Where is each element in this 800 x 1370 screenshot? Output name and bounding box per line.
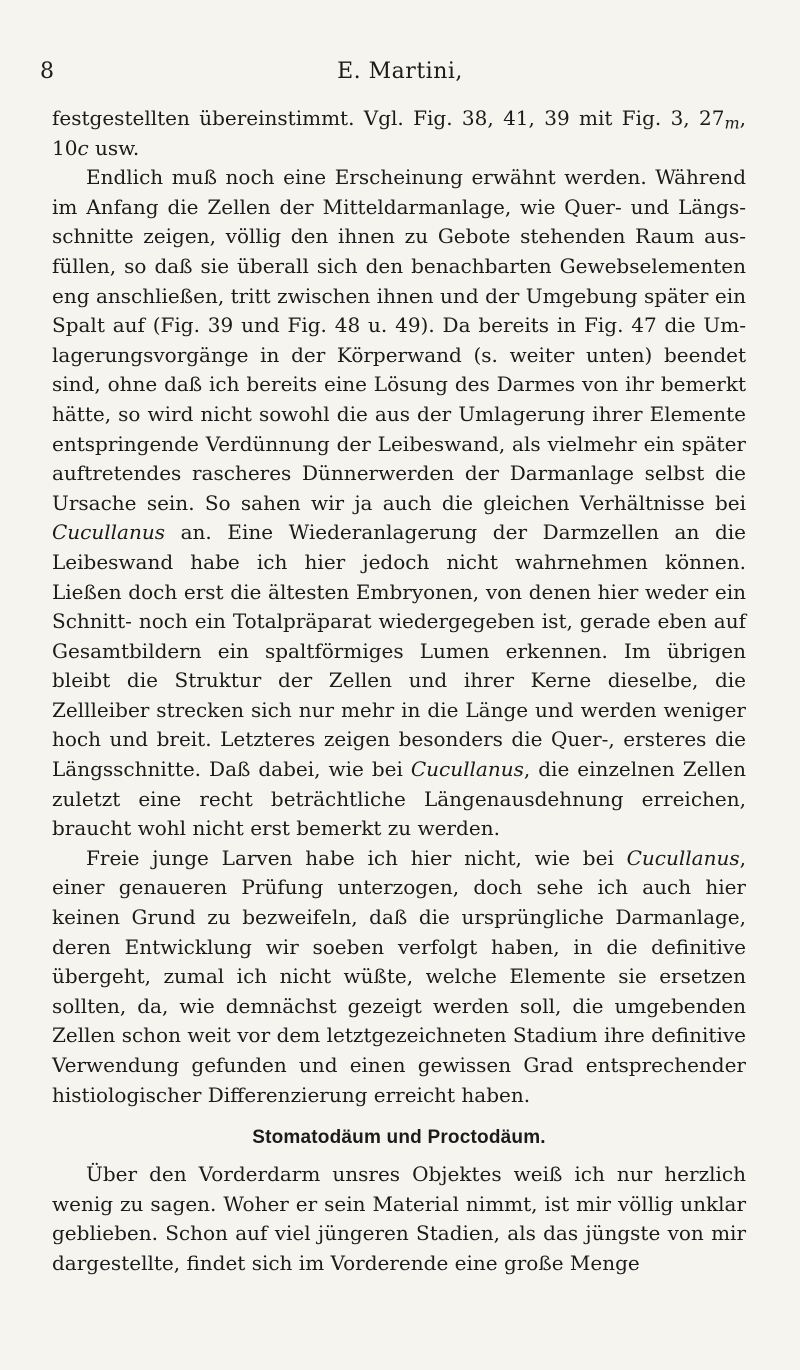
section-heading: Stomatodäum und Proctodäum. <box>252 1127 546 1149</box>
paragraph-2-text-b: an. Eine Wiederanlagerung der Darmzellen an die Leibeswand habe ich hier jedoch nicht wahrnehmen können. Ließen doch erst die ältesten Embryonen, von denen hier weder ein Schnitt- noch ein Totalpräparat wiedergegeben ist, gerade eben auf Gesamtbildern ein spaltförmiges Lumen erkennen. Im übrigen bleibt die Struktur der Zellen und ihrer Kerne dieselbe, die Zellleiber strecken sich nur mehr in die Länge und werden weniger hoch und breit. Letzteres zeigen besonders die Quer-, ersteres die Längsschnitte. Daß dabei, wie bei <box>52 520 746 782</box>
paragraph-2-text-c: , die einzelnen Zellen zuletzt eine recht beträchtliche Längenausdehnung erreichen, braucht wohl nicht erst bemerkt zu werden. <box>52 757 747 841</box>
paragraph-1-text-a: festgestellten übereinstimmt. Vgl. Fig. 38, 41, 39 mit Fig. 3, 27 <box>52 106 725 130</box>
paragraph-continued <box>52 104 746 163</box>
running-head: E. Martini, <box>337 59 463 84</box>
species-name: Cucullanus <box>626 845 740 870</box>
paragraph-1-subscript: m <box>724 113 740 133</box>
paragraph-2-text-a: Endlich muß noch eine Erscheinung erwähnt werden. Während im Anfang die Zellen der Mitteldarmanlage, wie Quer- und Längsschnitte zeigen, völlig den ihnen zu Gebote stehenden Raum ausfüllen, so daß sie überall sich den benachbarten Gewebselementen eng anschließen, tritt zwischen ihnen und der Umgebung später ein Spalt auf (Fig. 39 und Fig. 48 u. 49). Da bereits in Fig. 47 die Umlagerungsvorgänge in der Körperwand (s. weiter unten) beendet sind, ohne daß ich bereits eine Lösung des Darmes von ihr bemerkt hätte, so wird nicht sowohl die aus der Umlagerung ihrer Elemente entspringende Verdünnung der Leibeswand, als vielmehr ein später auftretendes rascheres Dünnerwerden der Darmanlage selbst die Ursache sein. So sahen wir ja auch die gleichen Verhältnisse bei <box>52 165 746 515</box>
species-name: Cucullanus <box>52 520 166 545</box>
paragraph-1-text-b: , 10 <box>52 106 746 160</box>
paragraph-1-text-c: usw. <box>88 135 140 160</box>
page-header <box>40 58 760 86</box>
paragraph-free-larvae <box>52 844 746 1110</box>
page-number: 8 <box>40 59 54 84</box>
paragraph-3-text-a: Freie junge Larven habe ich hier nicht, wie bei <box>86 845 627 870</box>
paragraph-intestine-gap <box>52 163 746 844</box>
paragraph-1-italic: c <box>77 135 89 160</box>
paragraph-3-text-b: , einer genaueren Prüfung unterzogen, doch sehe ich auch hier keinen Grund zu bezweifeln, daß die ursprüngliche Darmanlage, deren Entwicklung wir soeben verfolgt haben, in die definitive übergeht, zumal ich nicht wüßte, welche Elemente sie ersetzen sollten, da, wie demnächst gezeigt werden soll, die umgebenden Zellen schon weit vor dem letztgezeichneten Stadium ihre definitive Verwendung gefunden und einen gewissen Grad entsprechender histiologischer Differenzierung erreicht haben. <box>52 845 746 1107</box>
body-text <box>52 104 746 1279</box>
species-name: Cucullanus <box>410 757 524 782</box>
paragraph-foregut: Über den Vorderdarm unsres Objektes weiß ich nur herzlich wenig zu sagen. Woher er sein Material nimmt, ist mir völlig unklar geblieben. Schon auf viel jüngeren Stadien, als das jüngste von mir dargestellte, findet sich im Vorderende eine große Menge <box>52 1162 746 1275</box>
